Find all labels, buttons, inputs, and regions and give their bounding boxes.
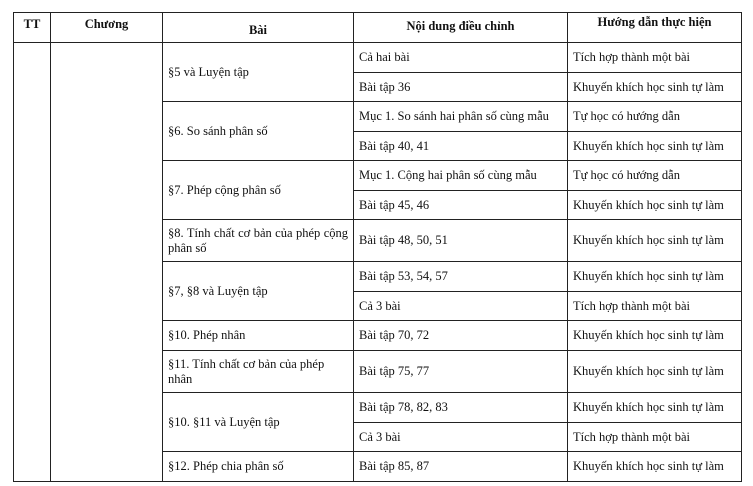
chuong-cell: [51, 43, 163, 482]
lesson-cell: §7. Phép cộng phân số: [163, 161, 354, 220]
lesson-cell: §6. So sánh phân số: [163, 102, 354, 161]
lesson-cell: §5 và Luyện tập: [163, 43, 354, 102]
guide-cell: Khuyến khích học sinh tự làm: [568, 393, 742, 423]
header-row: [14, 13, 742, 43]
guide-cell: Khuyến khích học sinh tự làm: [568, 351, 742, 393]
content-cell: Bài tập 40, 41: [354, 132, 568, 161]
guide-cell: Khuyến khích học sinh tự làm: [568, 132, 742, 161]
content-cell: Bài tập 70, 72: [354, 321, 568, 351]
guide-cell: Khuyến khích học sinh tự làm: [568, 191, 742, 220]
lesson-cell: §10. Phép nhân: [163, 321, 354, 351]
lesson-cell: §10. §11 và Luyện tập: [163, 393, 354, 452]
tt-cell: [14, 43, 51, 482]
guide-cell: Tự học có hướng dẫn: [568, 161, 742, 191]
content-cell: Bài tập 48, 50, 51: [354, 220, 568, 262]
guide-cell: Tích hợp thành một bài: [568, 292, 742, 321]
content-cell: Cả 3 bài: [354, 423, 568, 452]
content-cell: Cả hai bài: [354, 43, 568, 73]
header-huong-dan: Hướng dẫn thực hiện: [568, 13, 742, 43]
content-cell: Bài tập 53, 54, 57: [354, 262, 568, 292]
content-cell: Bài tập 75, 77: [354, 351, 568, 393]
content-cell: Cả 3 bài: [354, 292, 568, 321]
guide-cell: Tích hợp thành một bài: [568, 43, 742, 73]
lesson-cell: §12. Phép chia phân số: [163, 452, 354, 482]
header-tt: TT: [14, 13, 51, 43]
adjustment-table: [13, 12, 742, 482]
content-cell: Mục 1. Cộng hai phân số cùng mẫu: [354, 161, 568, 191]
guide-cell: Khuyến khích học sinh tự làm: [568, 321, 742, 351]
content-cell: Bài tập 85, 87: [354, 452, 568, 482]
header-bai: Bài: [163, 13, 354, 43]
lesson-cell: §7, §8 và Luyện tập: [163, 262, 354, 321]
guide-cell: Khuyến khích học sinh tự làm: [568, 73, 742, 102]
content-cell: Bài tập 45, 46: [354, 191, 568, 220]
guide-cell: Khuyến khích học sinh tự làm: [568, 452, 742, 482]
content-cell: Bài tập 78, 82, 83: [354, 393, 568, 423]
guide-cell: Khuyến khích học sinh tự làm: [568, 220, 742, 262]
guide-cell: Tự học có hướng dẫn: [568, 102, 742, 132]
table-row: [14, 43, 742, 73]
guide-cell: Khuyến khích học sinh tự làm: [568, 262, 742, 292]
header-chuong: Chương: [51, 13, 163, 43]
content-cell: Bài tập 36: [354, 73, 568, 102]
lesson-cell: §11. Tính chất cơ bản của phép nhân: [163, 351, 354, 393]
guide-cell: Tích hợp thành một bài: [568, 423, 742, 452]
content-cell: Mục 1. So sánh hai phân số cùng mẫu: [354, 102, 568, 132]
header-noi-dung: Nội dung điều chỉnh: [354, 13, 568, 43]
lesson-cell: §8. Tính chất cơ bản của phép cộng phân số: [163, 220, 354, 262]
